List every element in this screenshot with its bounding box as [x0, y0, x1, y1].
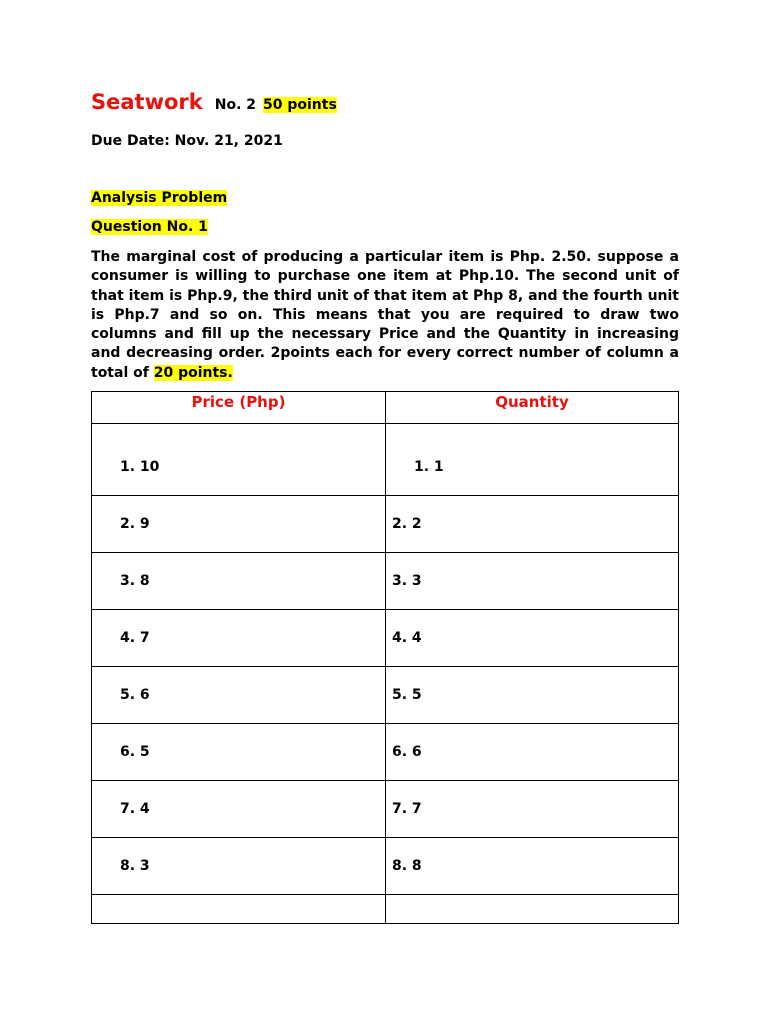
price-cell: 1. 10	[92, 424, 386, 496]
problem-text: The marginal cost of producing a particular item is Php. 2.50. suppose a consumer is willing to purchase one item at Php.10. The second unit of that item is Php.9, the third unit of that item at Php 8, and the fourth unit is Php.7 and so on. This means that you are required to draw two columns and fill up the necessary Price and the Quantity in increasing and decreasing order. 2points each for every correct number of column a total of	[91, 249, 679, 381]
quantity-cell: 8. 8	[386, 838, 679, 895]
quantity-cell: 2. 2	[386, 496, 679, 553]
points-badge: 50 points	[263, 97, 337, 113]
section-label: Analysis Problem	[91, 190, 228, 206]
price-cell: 7. 4	[92, 781, 386, 838]
title-line	[91, 90, 681, 120]
problem-points-highlight: 20 points.	[153, 364, 233, 381]
quantity-cell: 6. 6	[386, 724, 679, 781]
table-row	[92, 424, 679, 496]
due-date: Due Date: Nov. 21, 2021	[91, 133, 283, 149]
quantity-header: Quantity	[386, 392, 679, 424]
table-row	[92, 496, 679, 553]
quantity-cell	[386, 895, 679, 924]
problem-paragraph	[91, 248, 679, 383]
table-row-empty	[92, 895, 679, 924]
price-cell: 6. 5	[92, 724, 386, 781]
quantity-cell: 5. 5	[386, 667, 679, 724]
table-row	[92, 724, 679, 781]
question-label: Question No. 1	[91, 219, 208, 235]
price-cell: 8. 3	[92, 838, 386, 895]
price-cell: 5. 6	[92, 667, 386, 724]
price-cell: 2. 9	[92, 496, 386, 553]
table-row	[92, 553, 679, 610]
seatwork-number: No. 2	[214, 97, 257, 113]
worksheet-page	[91, 90, 681, 874]
price-header: Price (Php)	[92, 392, 386, 424]
table-row	[92, 838, 679, 895]
quantity-cell: 4. 4	[386, 610, 679, 667]
table-row	[92, 781, 679, 838]
quantity-cell: 3. 3	[386, 553, 679, 610]
price-quantity-table	[91, 391, 679, 924]
price-cell	[92, 895, 386, 924]
quantity-cell: 1. 1	[386, 424, 679, 496]
table-header-row	[92, 392, 679, 424]
table-row	[92, 610, 679, 667]
price-cell: 3. 8	[92, 553, 386, 610]
price-cell: 4. 7	[92, 610, 386, 667]
quantity-cell: 7. 7	[386, 781, 679, 838]
table-row	[92, 667, 679, 724]
page-title: Seatwork	[91, 90, 203, 114]
